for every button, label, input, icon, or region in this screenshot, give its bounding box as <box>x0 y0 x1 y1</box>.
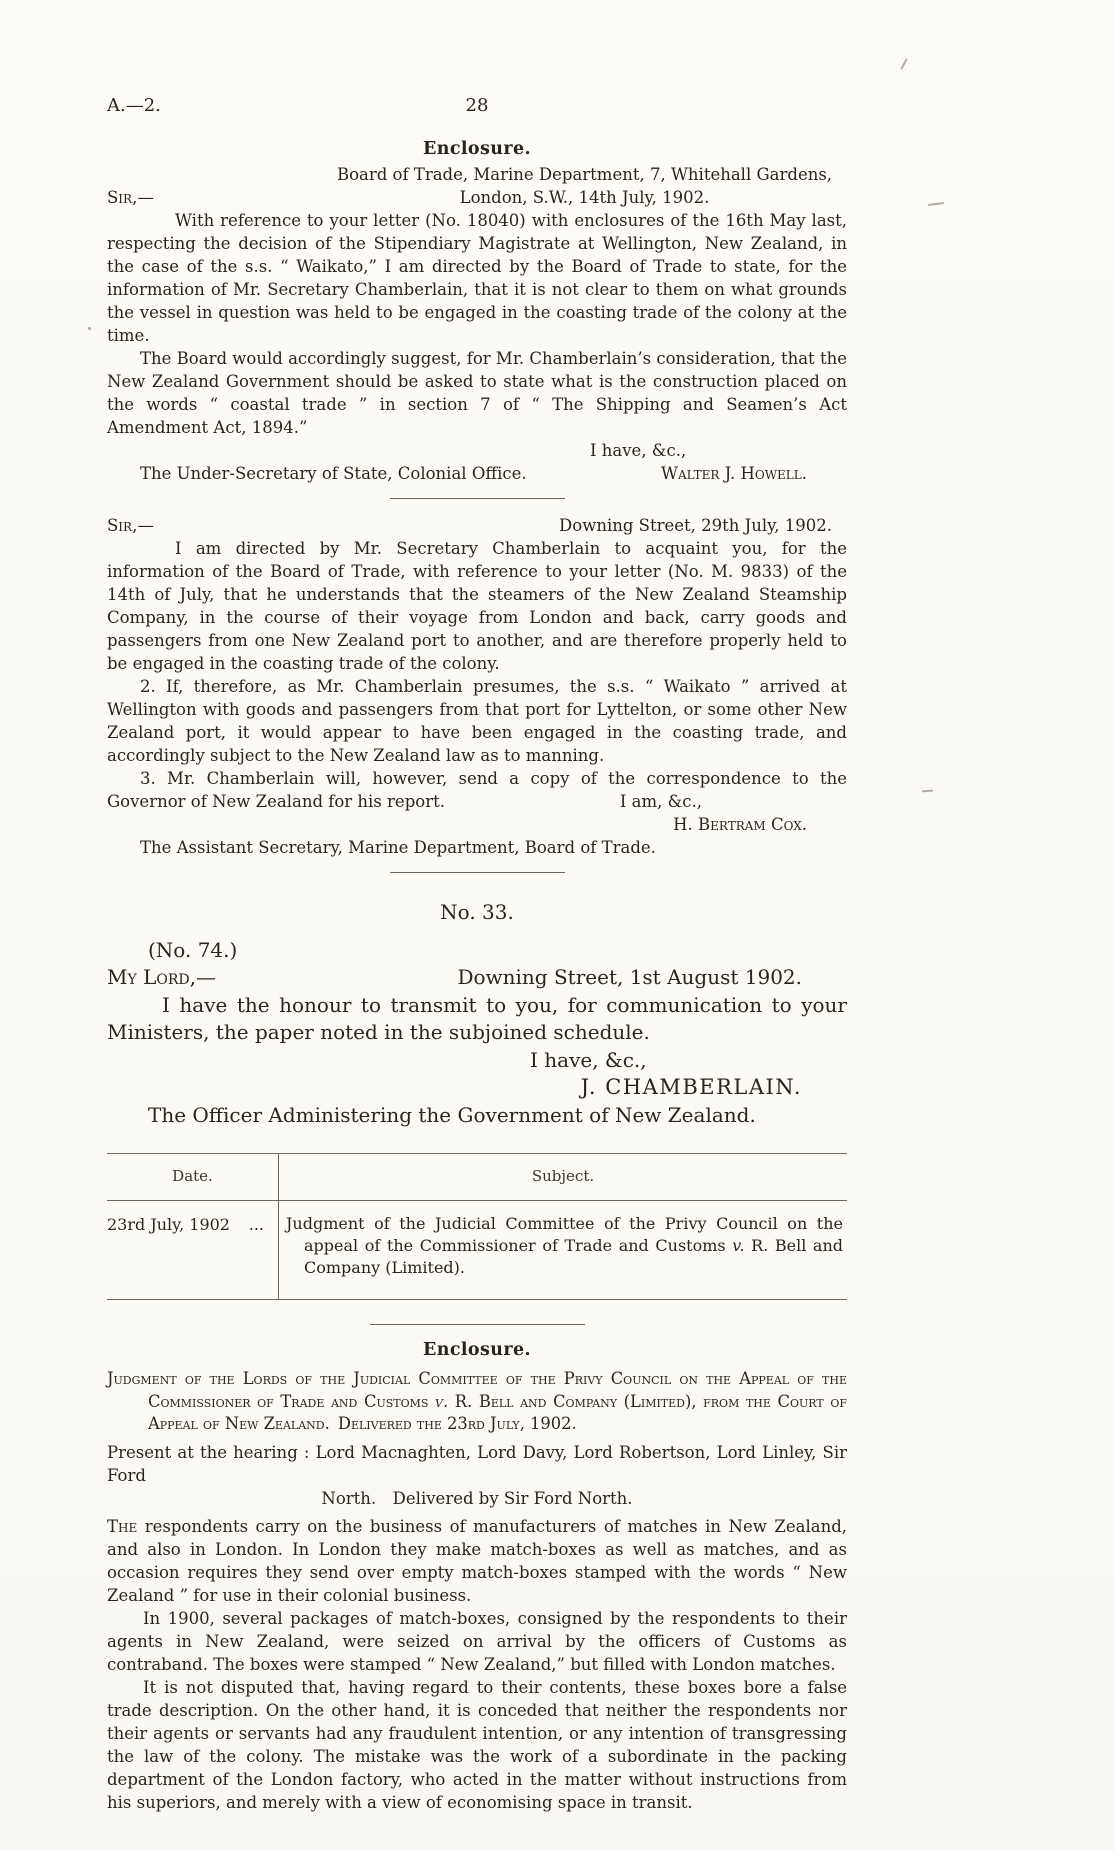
signature-row <box>107 462 847 485</box>
salutation: Sir,— <box>107 188 154 207</box>
present-line: North. Delivered by Sir Ford North. <box>321 1488 633 1508</box>
enclosure-letter-1 <box>107 138 847 485</box>
enclosure-judgment <box>107 1339 847 1814</box>
section-divider <box>390 498 565 499</box>
letter-paragraph: I have the honour to transmit to you, for communication to your Ministers, the paper noted in the subjoined schedule. <box>107 992 847 1044</box>
subject-versus: v. <box>732 1236 745 1255</box>
doc-ref: A.—2. <box>107 95 161 116</box>
schedule-date: 23rd July, 1902 <box>107 1215 230 1234</box>
scan-artifact <box>922 790 933 793</box>
addressee: The Officer Administering the Government of New Zealand. <box>148 1102 756 1127</box>
letter-paragraph: With reference to your letter (No. 18040) with enclosures of the 16th May last, respecting the decision of the Stipendiary Magistrate at Wellington, New Zealand, in the case of the s.s. “ Waikato,” I am directed by the Board of Trade to state, for the information of Mr. Secretary Chamberlain, that it is not clear to them on what grounds the vessel in question was held to be engaged in the coasting trade of the colony at the time. <box>107 211 847 345</box>
salutation-row <box>107 186 847 209</box>
dateline: Downing Street, 1st August 1902. <box>457 965 802 989</box>
valediction: I have, &c., <box>590 441 687 460</box>
letter-paragraph: 2. If, therefore, as Mr. Chamberlain presumes, the s.s. “ Waikato ” arrived at Wellington with goods and passengers from that port for Lyttelton, or some other New Zealand port, it would appear to have been engaged in the coasting trade, and accordingly subject to the New Zealand law as to manning. <box>107 677 847 765</box>
page-number: 28 <box>465 95 489 116</box>
subject-text: R. Bell and Company (Limited). <box>304 1236 844 1277</box>
despatch-number: No. 33. <box>440 900 514 924</box>
section-divider <box>370 1324 585 1325</box>
letter-paragraph: I am directed by Mr. Secretary Chamberlain to acquaint you, for the information of the Board of Trade, with reference to your letter (No. M. 9833) of the 14th of July, that he understands that the steamers of the New Zealand Steamship Company, in the course of their voyage from London and back, carry goods and passengers from one New Zealand port to another, and are therefore properly held to be engaged in the coasting trade of the colony. <box>107 539 847 673</box>
signature: Walter J. Howell. <box>661 464 807 483</box>
present-line: Present at the hearing : Lord Macnaghten, Lord Davy, Lord Robertson, Lord Linley, Sir Ford <box>107 1442 847 1485</box>
scan-artifact <box>88 327 91 330</box>
schedule-subject-cell <box>279 1201 847 1299</box>
section-heading: Enclosure. <box>422 1340 532 1360</box>
section-heading: Enclosure. <box>422 139 532 159</box>
paragraph-text: 3. Mr. Chamberlain will, however, send a copy of the correspondence to the Governor of New Zealand for his report. <box>107 769 847 811</box>
page-content <box>107 94 847 1814</box>
judgment-paragraph: It is not disputed that, having regard to their contents, these boxes bore a false trade description. On the other hand, it is conceded that neither the respondents nor their agents or servants had any fraudulent intention, or any intention of transgressing the law of the colony. The mistake was the work of a subordinate in the packing department of the London factory, who acted in the matter without instructions from his superiors, and merely with a view of economising space in transit. <box>107 1677 847 1812</box>
valediction: I am, &c., <box>619 792 702 811</box>
schedule-table <box>107 1153 847 1300</box>
scan-artifact <box>900 58 907 70</box>
despatch-ref: (No. 74.) <box>148 937 238 962</box>
section-divider <box>390 872 565 873</box>
sender-address-line-2: London, S.W., 14th July, 1902. <box>459 188 710 207</box>
addressee: The Under-Secretary of State, Colonial Office. <box>140 464 527 483</box>
letter-2 <box>107 514 847 859</box>
schedule-subject <box>286 1213 843 1279</box>
salutation: Sir,— <box>107 516 154 535</box>
valediction: I have, &c., <box>530 1047 647 1072</box>
sender-address-line-1: Board of Trade, Marine Department, 7, Whitehall Gardens, <box>336 165 833 184</box>
page-header <box>107 94 847 120</box>
subject-text: Judgment of the Judicial Committee of the Privy Council on the appeal of the Commissioner of Trade and Customs <box>286 1214 843 1255</box>
leader-dots: ... <box>248 1215 264 1234</box>
dateline: Downing Street, 29th July, 1902. <box>559 516 832 535</box>
judgment-title-versus: v. <box>435 1391 449 1411</box>
salutation-row <box>107 514 847 537</box>
judgment-paragraph <box>107 1515 847 1607</box>
scan-artifact <box>928 202 944 206</box>
schedule-header-row <box>107 1154 847 1201</box>
salutation-row <box>107 964 847 992</box>
letter-paragraph <box>107 767 847 813</box>
paragraph-lead: The <box>107 1516 138 1536</box>
signature: H. Bertram Cox. <box>673 815 807 834</box>
addressee: The Assistant Secretary, Marine Department, Board of Trade. <box>140 838 656 857</box>
judgment-title-text: Judgment of the Lords of the Judicial Committee of the Privy Council on the Appeal of the Commissioner of Trade and Customs <box>107 1369 847 1411</box>
letter-paragraph: The Board would accordingly suggest, for Mr. Chamberlain’s consideration, that the New Zealand Government should be asked to state what is the construction placed on the words “ coastal trade ” in section 7 of “ The Shipping and Seamen’s Act Amendment Act, 1894.” <box>107 349 847 437</box>
schedule-row <box>107 1201 847 1299</box>
judgment-paragraph: In 1900, several packages of match-boxes, consigned by the respondents to their agents in New Zealand, were seized on arrival by the officers of Customs as contraband. The boxes were stamped “ New Zealand,” but filled with London matches. <box>107 1608 847 1674</box>
paragraph-text: respondents carry on the business of manufacturers of matches in New Zealand, and also in London. In London they make match-boxes as well as matches, and as occasion requires they send over empty match-boxes stamped with the words “ New Zealand ” for use in their colonial business. <box>107 1516 847 1605</box>
signature: J. CHAMBERLAIN. <box>580 1075 802 1099</box>
schedule-date-cell <box>107 1201 279 1299</box>
judgment-title-text: R. Bell and Company (Limited), from the Court of Appeal of New Zealand. Delivered the 23rd July, 1902. <box>148 1391 847 1433</box>
column-header-date: Date. <box>107 1154 279 1200</box>
salutation: My Lord,— <box>107 965 216 989</box>
column-header-subject: Subject. <box>531 1167 595 1185</box>
despatch-no-33 <box>107 899 847 1129</box>
judgment-title <box>107 1368 847 1436</box>
